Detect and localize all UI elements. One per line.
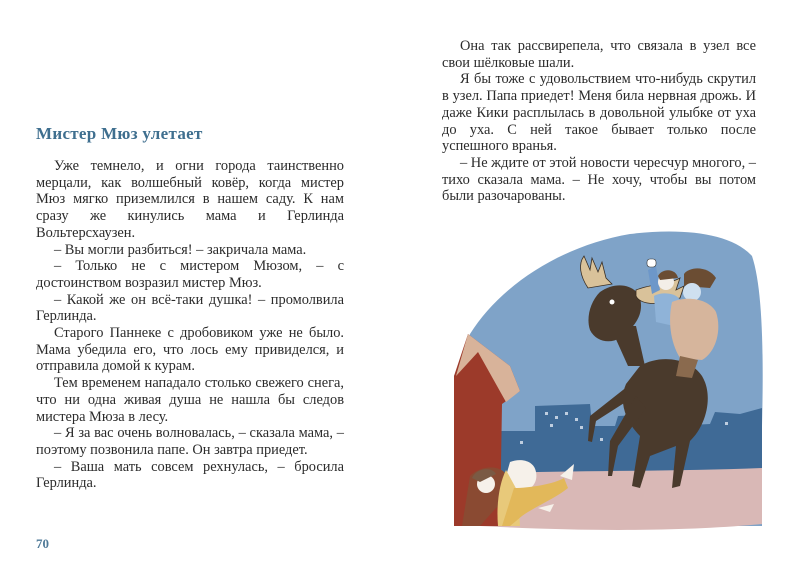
paragraph: – Вы могли разбиться! – закричала мама. <box>54 241 307 258</box>
moose-illustration <box>440 226 770 536</box>
paragraph: – Только не с мистером Мюзом, – с достоинством возразил мистер Мюз. <box>36 258 344 291</box>
paragraph: Я бы тоже с удовольствием что-нибудь скрутил в узел. Папа приедет! Меня била нервная дрожь. И даже Кики расплылась в довольной улыбке от уха до уха. С ней такое бывает только после успешного вранья. <box>442 71 756 155</box>
paragraph: – Ваша мать совсем рехнулась, – бросила Герлинда. <box>36 458 344 492</box>
right-page-text <box>442 38 756 205</box>
paragraph: – Какой же он всё-таки душка! – промолвила Герлинда. <box>36 291 344 325</box>
paragraph: Уже темнело, и огни города таинственно мерцали, как волшебный ковёр, когда мистер Мюз мягко приземлился в нашем саду. К нам сразу же кинулись мама и Герлинда Вольтерсхаузен. <box>36 158 344 241</box>
page-number: 70 <box>36 536 49 551</box>
paragraph: – Я за вас очень волновалась, – сказала мама, – поэтому позвонила папе. Он завтра приедет. <box>36 425 344 458</box>
paragraph: Она так рассвирепела, что связала в узел все свои шёлковые шали. <box>442 38 756 71</box>
paragraph: Старого Паннеке с дробовиком уже не было. Мама убедила его, что лось ему привиделся, и отправила домой к курам. <box>36 325 344 375</box>
paragraph: – Не ждите от этой новости чересчур многого, – тихо сказала мама. – Не хочу, чтобы вы потом были разочарованы. <box>442 154 756 205</box>
chapter-title: Мистер Мюз улетает <box>36 124 203 143</box>
right-page <box>400 0 800 573</box>
left-page-text <box>36 158 344 492</box>
paragraph: Тем временем нападало столько свежего снега, что ни одна живая душа не нашла бы следов мистера Мюза в лесу. <box>36 375 344 425</box>
